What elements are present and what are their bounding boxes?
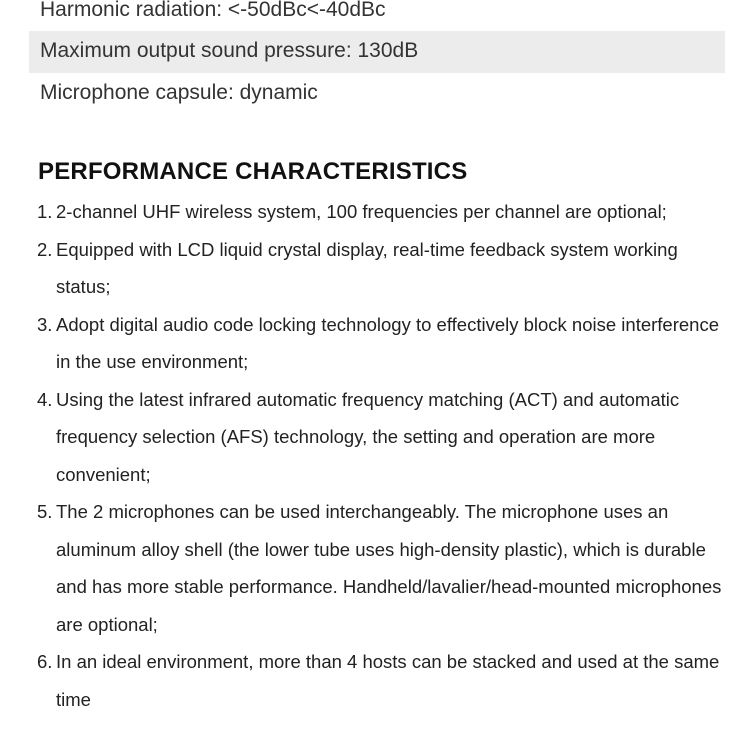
- list-item-number: 5.: [37, 501, 53, 522]
- list-item-text: In an ideal environment, more than 4 hosts can be stacked and used at the same time: [56, 651, 720, 710]
- list-item-text: The 2 microphones can be used interchangeably. The microphone uses an aluminum alloy shell (the lower tube uses high-density plastic), which is durable and has more stable performance. Handheld/lavalier/head-mounted microphones are optional;: [56, 501, 722, 635]
- list-item: [37, 493, 727, 643]
- list-item-text: Using the latest infrared automatic frequency matching (ACT) and automatic frequency selection (AFS) technology, the setting and operation are more convenient;: [56, 388, 680, 485]
- list-item-number: 2.: [37, 238, 53, 260]
- spec-row-max-sound-pressure: Maximum output sound pressure: 130dB: [29, 31, 725, 73]
- list-item: [37, 306, 727, 381]
- list-item: [37, 193, 727, 231]
- list-item-text: 2-channel UHF wireless system, 100 frequencies per channel are optional;: [56, 201, 667, 222]
- spec-row-microphone-capsule: Microphone capsule: dynamic: [40, 81, 318, 104]
- list-item: [37, 643, 727, 718]
- list-item-number: 3.: [37, 313, 53, 335]
- performance-heading: PERFORMANCE CHARACTERISTICS: [38, 158, 468, 185]
- list-item: [37, 381, 727, 494]
- list-item-number: 1.: [37, 201, 53, 222]
- list-item-text: Equipped with LCD liquid crystal display, real-time feedback system working status;: [56, 238, 678, 297]
- spec-table: [29, 0, 725, 115]
- list-item-text: Adopt digital audio code locking technology to effectively block noise interference in the use environment;: [56, 313, 719, 372]
- list-item-number: 6.: [37, 651, 53, 672]
- spec-row-harmonic-radiation: Harmonic radiation: <-50dBc<-40dBc: [40, 0, 386, 21]
- list-item-number: 4.: [37, 388, 53, 410]
- list-item: [37, 231, 727, 306]
- performance-list: [37, 193, 727, 718]
